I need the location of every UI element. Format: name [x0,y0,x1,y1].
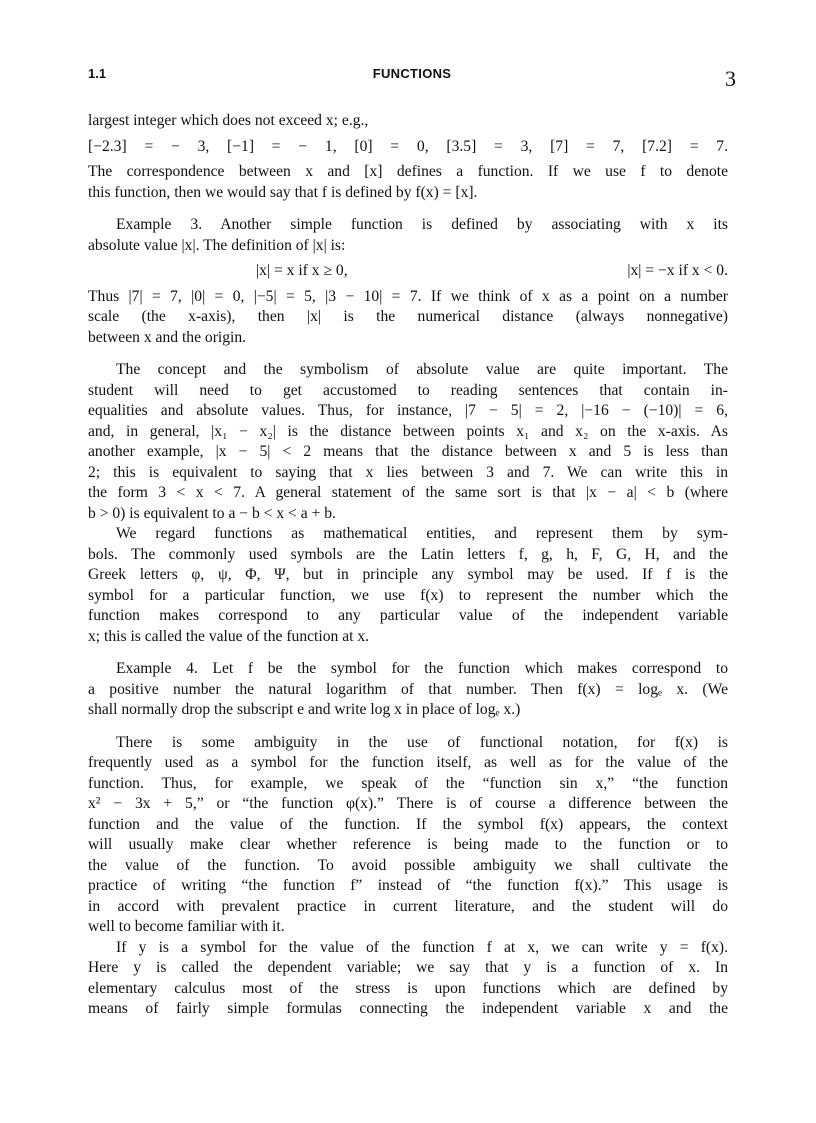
text-line: The correspondence between x and [x] defines a function. If we use f to denote [88,163,728,180]
text-line: the form 3 < x < 7. A general statement of the same sort is that |x − a| < b (where [88,484,728,501]
text-line: Greek letters φ, ψ, Φ, Ψ, but in principle any symbol may be used. If f is the [88,566,728,583]
text-line: a positive number the natural logarithm of that number. Then f(x) = logₑ x. (We [88,680,728,698]
text-line: equalities and absolute values. Thus, for instance, |7 − 5| = 2, |−16 − (−10)| = 6, [88,402,728,419]
page-header [88,64,736,94]
paragraph-intro [88,111,728,132]
text-line: x² − 3x + 5,” or “the function φ(x).” There is of course a difference between the [88,795,728,812]
paragraph-regard-functions [88,524,728,647]
text-line: between x and the origin. [88,328,247,346]
section-number: 1.1 [88,66,107,81]
text-line: largest integer which does not exceed x; e.g., [88,112,369,129]
running-title: FUNCTIONS [372,66,452,81]
absolute-value-definition [88,261,728,282]
abs-def-negative: |x| = −x if x < 0. [627,262,728,279]
text-line: Here y is called the dependent variable; we say that y is a function of x. In [88,959,728,976]
paragraph-ambiguity [88,733,728,938]
text-line: Example 4. Let f be the symbol for the function which makes correspond to [116,660,728,677]
text-line: function makes correspond to any particular value of the independent variable [88,607,728,624]
paragraph-example-4 [88,659,728,721]
text-line: shall normally drop the subscript e and write log x in place of logₑ x.) [88,701,521,718]
text-line: x; this is called the value of the function at x. [88,627,370,645]
floor-function-examples: [−2.3] = − 3, [−1] = − 1, [0] = 0, [3.5] = 3, [7] = 7, [7.2] = 7. [88,137,728,155]
text-line: absolute value |x|. The definition of |x| is: [88,236,346,254]
text-line: bols. The commonly used symbols are the Latin letters f, g, h, F, G, H, and the [88,545,728,563]
text-line: scale (the x-axis), then |x| is the numerical distance (always nonnegative) [88,308,728,325]
page-body [88,111,728,1020]
abs-def-nonnegative: |x| = x if x ≥ 0, [256,262,348,279]
text-line: will usually make clear whether reference is being made to the function or to [88,836,728,853]
text-line: The concept and the symbolism of absolute value are quite important. The [116,361,728,378]
text-line: Example 3. Another simple function is defined by associating with x its [116,216,728,233]
paragraph-thus [88,287,728,349]
text-line: means of fairly simple formulas connecting the independent variable x and the [88,1000,728,1017]
text-line: Thus |7| = 7, |0| = 0, |−5| = 5, |3 − 10| = 7. If we think of x as a point on a number [88,287,728,305]
text-line: this function, then we would say that f is defined by f(x) = [x]. [88,183,478,201]
text-line: function and the value of the function. If the symbol f(x) appears, the context [88,815,728,833]
text-line: the value of the function. To avoid possible ambiguity we shall cultivate the [88,856,728,874]
paragraph-correspondence [88,162,728,203]
paragraph-absolute-value-concept [88,360,728,524]
text-line: If y is a symbol for the value of the function f at x, we can write y = f(x). [116,938,728,956]
text-line: b > 0) is equivalent to a − b < x < a + b. [88,504,336,522]
text-line: 2; this is equivalent to saying that x lies between 3 and 7. We can write this in [88,463,728,481]
paragraph-dependent-variable [88,938,728,1020]
text-line: elementary calculus most of the stress is upon functions which are defined by [88,979,728,997]
text-line: student will need to get accustomed to reading sentences that contain in- [88,381,728,399]
text-line: in accord with prevalent practice in current literature, and the student will do [88,897,728,915]
text-line: There is some ambiguity in the use of functional notation, for f(x) is [116,733,728,751]
text-line: well to become familiar with it. [88,918,285,935]
text-line: and, in general, |x₁ − x₂| is the distance between points x₁ and x₂ on the x-axis. As [88,422,728,440]
paragraph-example-3 [88,215,728,256]
page-number: 3 [725,66,736,91]
text-line: We regard functions as mathematical entities, and represent them by sym- [116,525,728,542]
text-line: function. Thus, for example, we speak of the “function sin x,” “the function [88,774,728,792]
text-line: practice of writing “the function f” instead of “the function f(x).” This usage is [88,877,728,894]
text-line: symbol for a particular function, we use f(x) to represent the number which the [88,586,728,604]
text-line: frequently used as a symbol for the function itself, as well as for the value of the [88,754,728,771]
text-line: another example, |x − 5| < 2 means that the distance between x and 5 is less than [88,443,728,460]
